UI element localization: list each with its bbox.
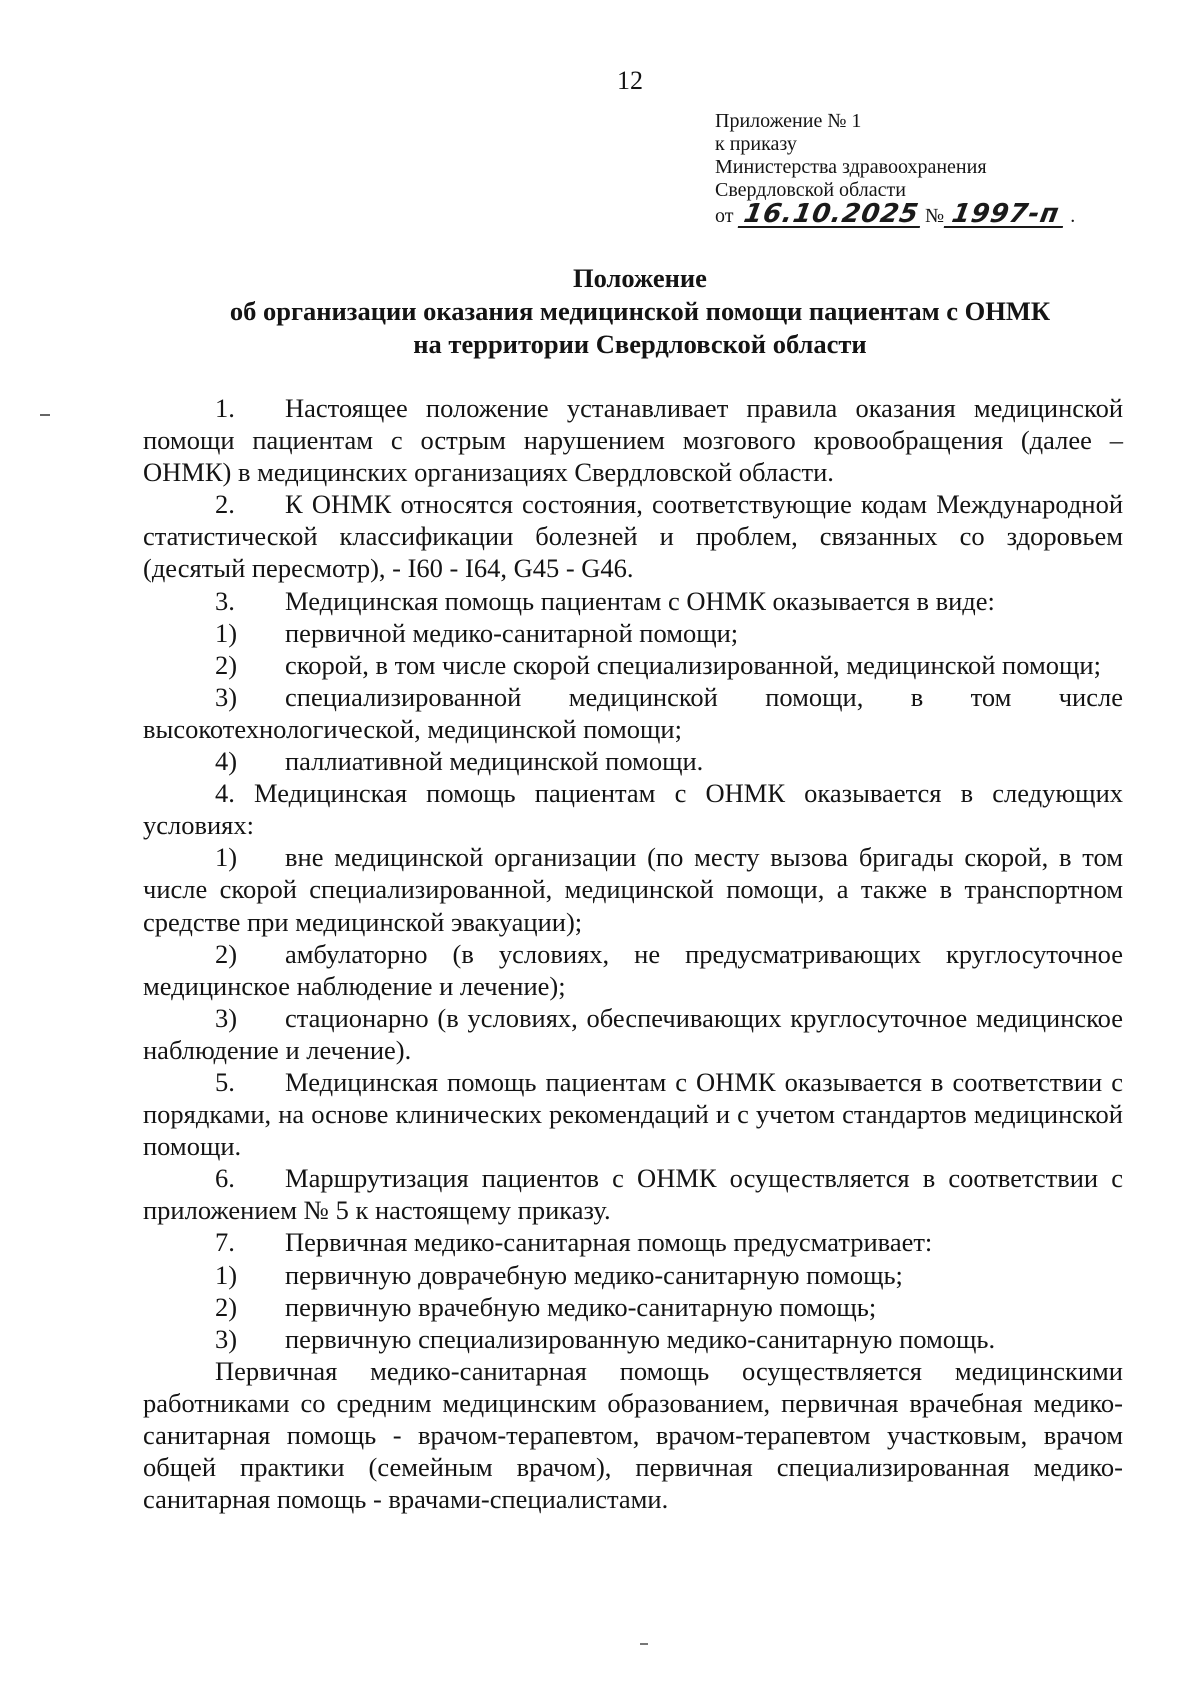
paragraph-7	[143, 1226, 1123, 1258]
list-item-text: первичную специализированную медико-санитарную помощь.	[285, 1323, 996, 1354]
scan-artifact-dash	[40, 414, 50, 416]
list-item-text: скорой, в том числе скорой специализированной, медицинской помощи;	[285, 649, 1101, 680]
paragraph-6	[143, 1162, 1123, 1226]
title-line-3: на территории Свердловской области	[413, 329, 867, 359]
list-item-text: специализированной медицинской помощи, в том числе высокотехнологической, медицинской помощи;	[143, 681, 1123, 744]
paragraph-label: 3.	[215, 585, 235, 616]
list-item-label: 3)	[215, 681, 238, 712]
order-trailing-dot: .	[1070, 205, 1076, 227]
paragraph-text: Медицинская помощь пациентам с ОНМК оказывается в виде:	[285, 585, 995, 616]
list-item-label: 2)	[215, 938, 238, 969]
list-item-label: 1)	[215, 617, 238, 648]
list-item-label: 3)	[215, 1323, 238, 1354]
list-item-4-2	[143, 938, 1123, 1002]
document-title	[140, 262, 1140, 361]
list-item-text: первичной медико-санитарной помощи;	[285, 617, 739, 648]
paragraph-label: 6.	[215, 1163, 235, 1194]
handwritten-order-number: 1997-п	[944, 202, 1068, 228]
list-item-7-2	[143, 1291, 1123, 1323]
paragraph-1	[143, 392, 1123, 488]
paragraph-2	[143, 488, 1123, 584]
appendix-line-1: Приложение № 1	[715, 110, 862, 132]
list-item-4-3	[143, 1002, 1123, 1066]
list-item-text: стационарно (в условиях, обеспечивающих круглосуточное медицинское наблюдение и лечение).	[143, 1002, 1123, 1065]
list-item-3-3	[143, 681, 1123, 745]
page-number: 12	[617, 66, 643, 95]
list-item-label: 2)	[215, 649, 238, 680]
paragraph-text: Первичная медико-санитарная помощь осуществляется медицинскими работниками со средним медицинским образованием, первичная врачебная медико-санитарная помощь - врачом-терапевтом, врачом-терапевтом участковым, врачом общей практики (семейным врачом), первичная специализированная медико-санитарная помощь - врачами-специалистами.	[143, 1355, 1123, 1515]
title-line-1: Положение	[573, 263, 707, 293]
list-item-label: 2)	[215, 1291, 238, 1322]
appendix-line-4: Свердловской области	[715, 179, 906, 201]
paragraph-text: 4. Медицинская помощь пациентам с ОНМК оказывается в следующих условиях:	[143, 778, 1123, 841]
scan-artifact-mark	[640, 1643, 648, 1645]
appendix-line-3: Министерства здравоохранения	[715, 156, 987, 178]
list-item-7-3	[143, 1323, 1123, 1355]
paragraph-text: К ОНМК относятся состояния, соответствующие кодам Международной статистической классификации болезней и проблем, связанных со здоровьем (десятый пересмотр), - I60 - I64, G45 - G46.	[143, 489, 1123, 584]
list-item-text: вне медицинской организации (по месту вызова бригады скорой, в том числе скорой специализированной, медицинской помощи, а также в транспортном средстве при медицинской эвакуации);	[143, 842, 1123, 937]
paragraph-text: Маршрутизация пациентов с ОНМК осуществляется в соответствии с приложением № 5 к настоящему приказу.	[143, 1163, 1123, 1226]
order-line	[715, 199, 1076, 229]
list-item-text: первичную доврачебную медико-санитарную помощь;	[285, 1259, 903, 1290]
paragraph-3	[143, 585, 1123, 617]
paragraph-5	[143, 1066, 1123, 1162]
list-item-label: 3)	[215, 1002, 238, 1033]
order-number-label: №	[924, 205, 945, 227]
list-item-label: 1)	[215, 842, 238, 873]
paragraph-label: 2.	[215, 489, 235, 520]
list-item-label: 1)	[215, 1259, 238, 1290]
paragraph-4	[143, 777, 1123, 841]
list-item-text: паллиативной медицинской помощи.	[285, 746, 704, 777]
paragraph-text: Настоящее положение устанавливает правила оказания медицинской помощи пациентам с острым нарушением мозгового кровообращения (далее – ОНМК) в медицинских организациях Свердловской области.	[143, 393, 1123, 488]
list-item-4-1	[143, 841, 1123, 937]
paragraph-text: Первичная медико-санитарная помощь предусматривает:	[285, 1227, 933, 1258]
list-item-7-1	[143, 1259, 1123, 1291]
paragraph-label: 7.	[215, 1227, 235, 1258]
list-item-3-4	[143, 745, 1123, 777]
appendix-line-2: к приказу	[715, 133, 797, 155]
list-item-label: 4)	[215, 746, 238, 777]
paragraph-label: 1.	[215, 393, 235, 423]
list-item-text: амбулаторно (в условиях, не предусматривающих круглосуточное медицинское наблюдение и лечение);	[143, 938, 1123, 1001]
title-line-2: об организации оказания медицинской помощи пациентам с ОНМК	[229, 296, 1051, 326]
paragraph-label: 5.	[215, 1066, 235, 1097]
appendix-header	[715, 110, 1076, 229]
document-body	[143, 392, 1123, 1515]
paragraph-text: Медицинская помощь пациентам с ОНМК оказывается в соответствии с порядками, на основе клинических рекомендаций и с учетом стандартов медицинской помощи.	[143, 1066, 1123, 1162]
paragraph-7-detail	[143, 1355, 1123, 1515]
handwritten-date: 16.10.2025	[738, 202, 925, 228]
order-from-label: от	[715, 205, 734, 227]
list-item-3-1	[143, 617, 1123, 649]
list-item-text: первичную врачебную медико-санитарную помощь;	[285, 1291, 877, 1322]
list-item-3-2	[143, 649, 1123, 681]
